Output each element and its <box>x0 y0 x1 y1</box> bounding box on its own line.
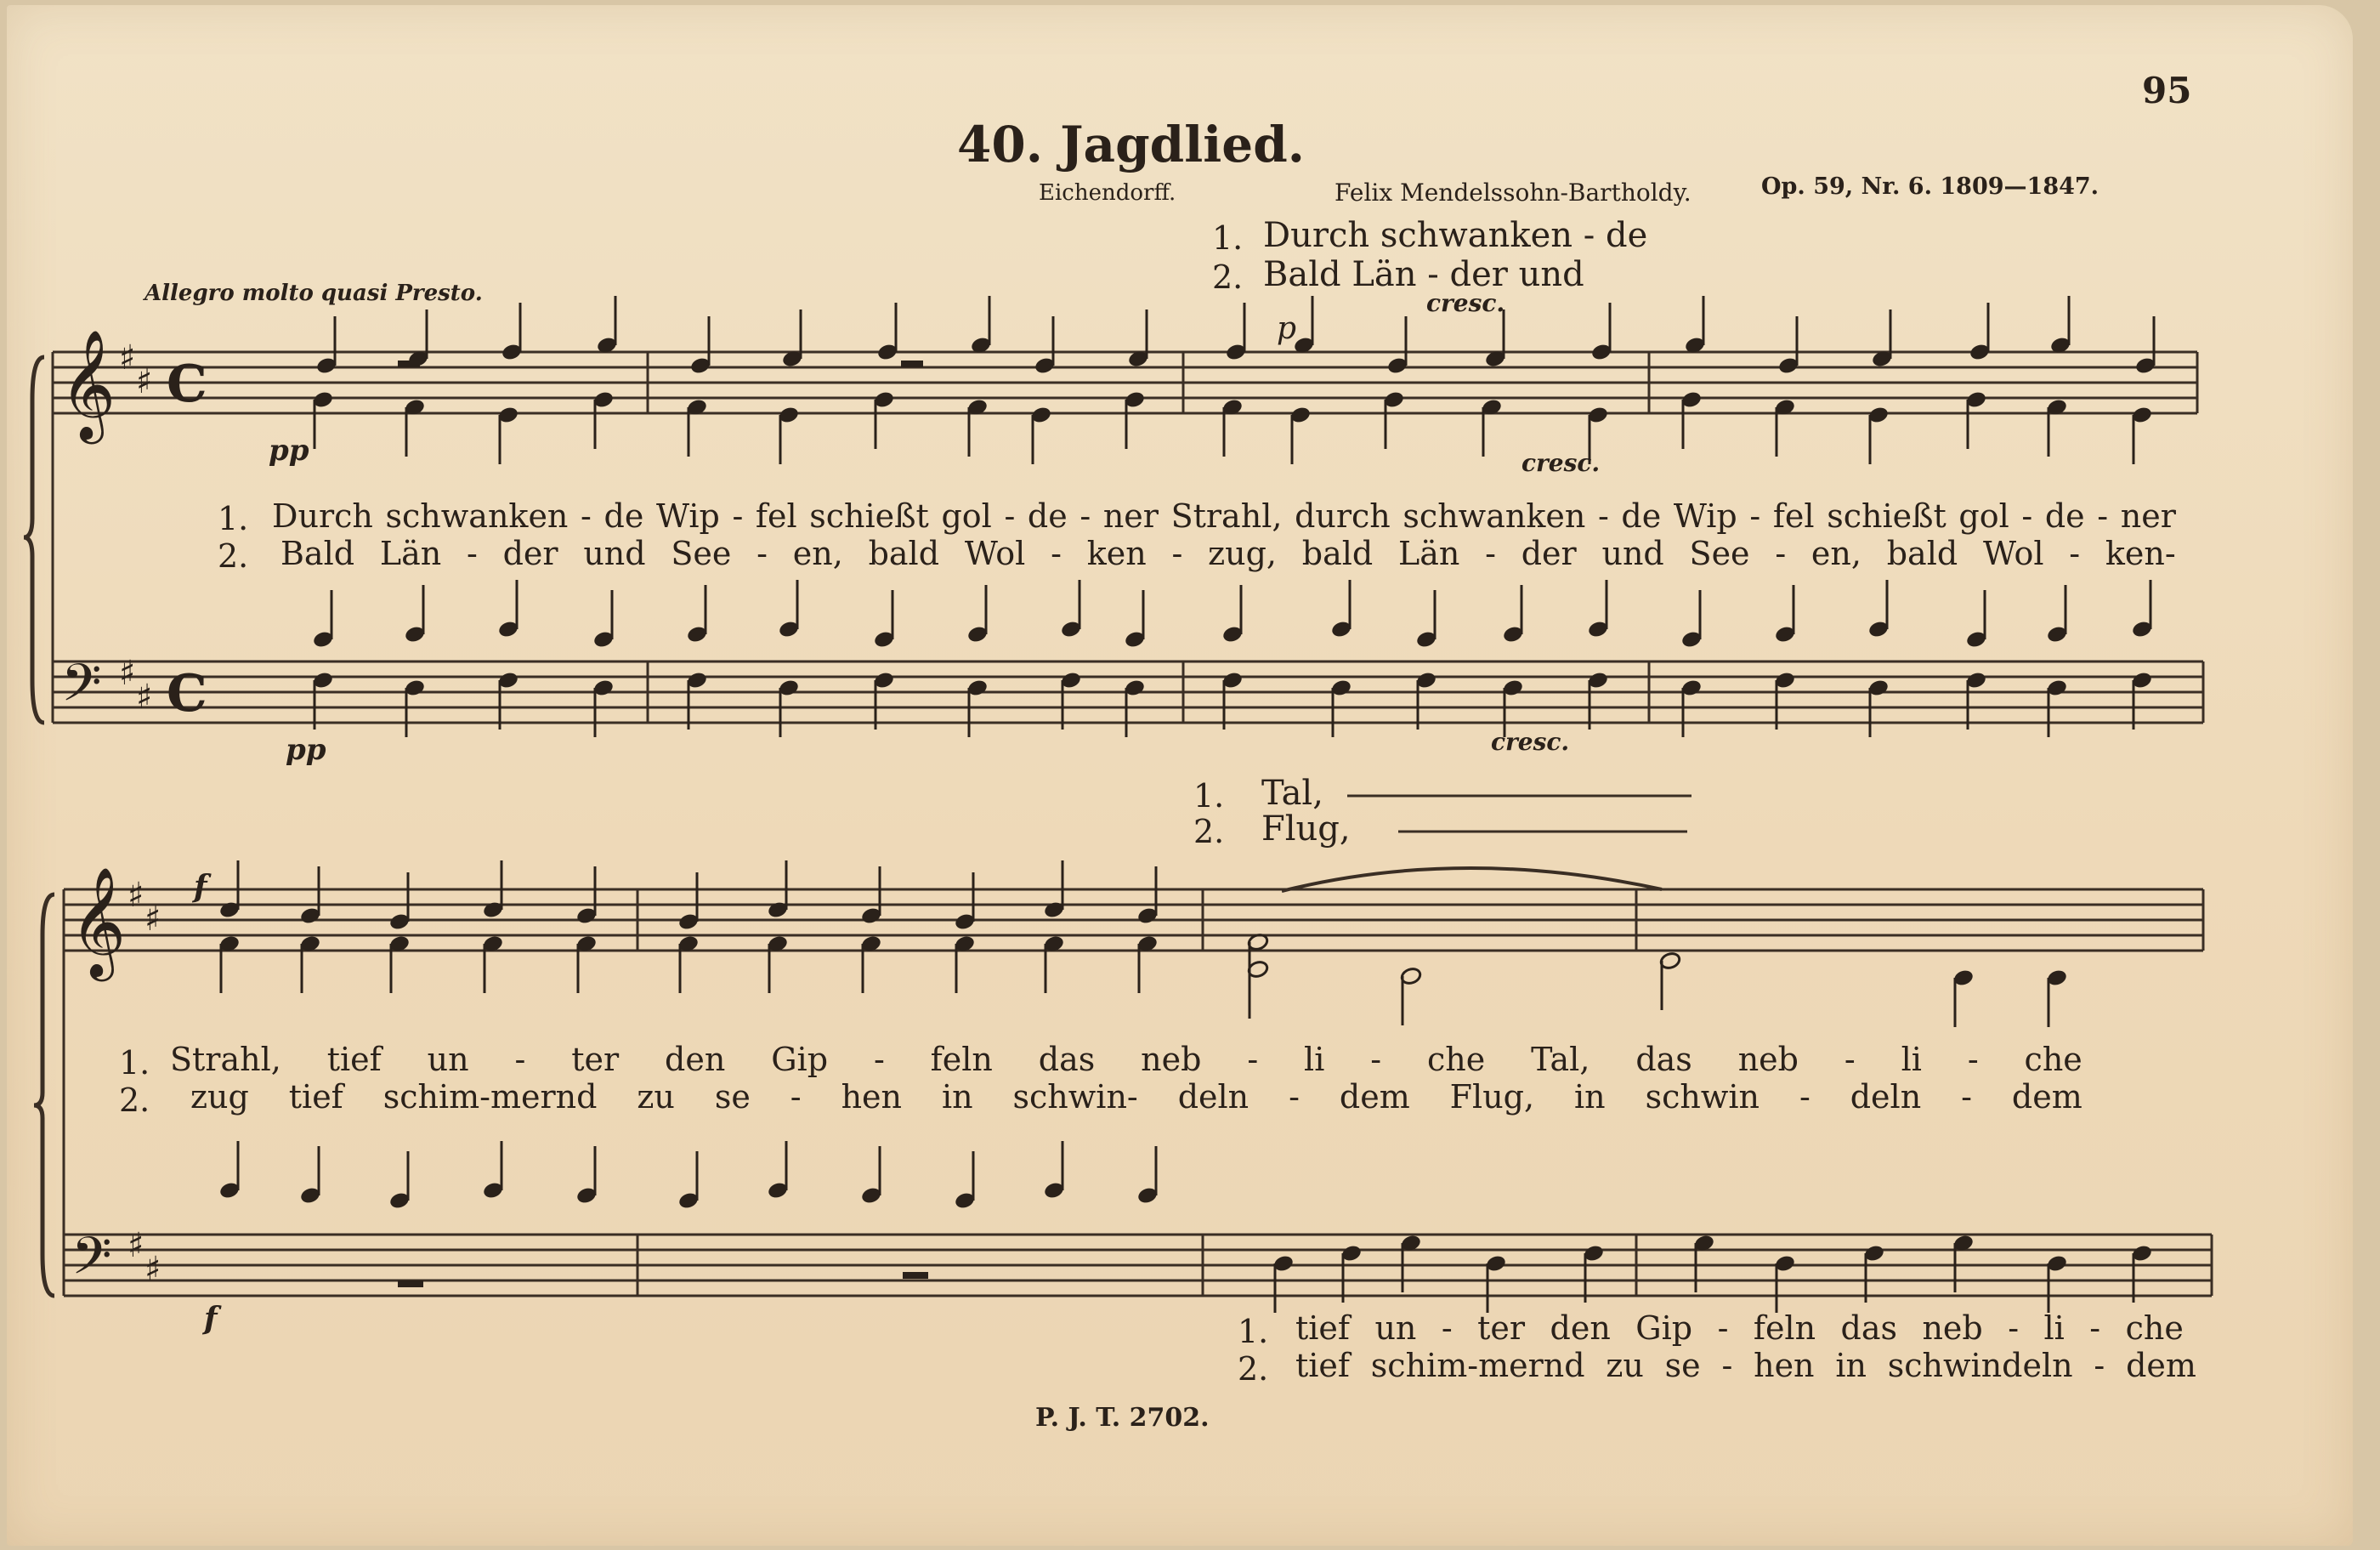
svg-text:♯: ♯ <box>119 654 136 693</box>
verse-number: 1. <box>1238 1313 1269 1350</box>
lyric-syllable: - <box>1485 535 1496 572</box>
staff-lines <box>53 352 2212 1296</box>
lyric-syllable: schwin- <box>1012 1078 1138 1116</box>
lyric-syllable: deln <box>1850 1078 1922 1116</box>
lyric-syllable: che <box>2024 1041 2082 1078</box>
lyric-syllable: - <box>1171 535 1183 572</box>
lyric-syllable: en, <box>792 535 843 572</box>
lyric-syllable: - <box>1597 497 1609 535</box>
lyric-syllable: - <box>732 497 744 535</box>
lyric-syllable: li <box>1901 1041 1922 1078</box>
tempo-marking: Allegro molto quasi Presto. <box>144 281 483 306</box>
lyric-syllable: das <box>1840 1309 1897 1347</box>
lyric-syllable: se <box>1664 1347 1701 1384</box>
lyric-syllable: - <box>873 1041 885 1078</box>
lyric-syllable: See <box>1689 535 1750 572</box>
clefs <box>60 329 126 1299</box>
lyric-syllable: ner <box>2120 497 2176 535</box>
lyric-syllable: der <box>1521 535 1577 572</box>
lyric-syllable: neb <box>1141 1041 1202 1078</box>
lyric-syllable: tief <box>326 1041 382 1078</box>
lyric-syllable: ter <box>1477 1309 1526 1347</box>
lyric-syllable: - <box>2008 1309 2020 1347</box>
lyric-syllable: - <box>1799 1078 1810 1116</box>
lyric-syllable: de <box>604 497 644 535</box>
treble-clef-icon: 𝄞 <box>70 866 127 977</box>
lyric-syllable: schim-mernd <box>1370 1347 1585 1384</box>
lyric-syllable: Bald <box>280 535 355 572</box>
verse-number: 2. <box>1238 1350 1269 1388</box>
lyric-syllable: bald <box>1301 535 1374 572</box>
lyric-syllable: - <box>1844 1041 1856 1078</box>
lyric-syllable: das <box>1038 1041 1096 1078</box>
interlude-lyric-verse2: Flug, <box>1261 809 1351 849</box>
lyric-syllable: neb <box>1737 1041 1799 1078</box>
lyric-syllable: Gip <box>1635 1309 1693 1347</box>
lyric-syllable: - <box>1004 497 1016 535</box>
lyric-syllable: dem <box>1339 1078 1410 1116</box>
lyric-syllable: fel <box>1772 497 1815 535</box>
lyric-syllable: gol <box>1958 497 2009 535</box>
lyric-syllable: - <box>1967 1041 1979 1078</box>
verse-number: 1. <box>119 1044 150 1082</box>
lyric-syllable: schießt <box>809 497 929 535</box>
lyric-syllable: tief <box>1295 1309 1350 1347</box>
lyric-syllable: tief <box>288 1078 343 1116</box>
svg-text:♯: ♯ <box>119 338 136 378</box>
lyric-syllable: zug <box>190 1078 249 1116</box>
lyric-syllable: - <box>1721 1347 1733 1384</box>
lyric-syllable: - <box>756 535 768 572</box>
lyrics-system2-verse1 <box>170 1041 2082 1078</box>
lyric-syllable: ken <box>1086 535 1147 572</box>
lyrics-system1-verse1 <box>272 497 2176 535</box>
lyric-syllable: - <box>1289 1078 1300 1116</box>
lyric-syllable: Län <box>1397 535 1460 572</box>
verse-number: 2. <box>218 537 249 575</box>
lyric-syllable: ken- <box>2105 535 2176 572</box>
lyric-syllable: Gip <box>771 1041 829 1078</box>
lyric-syllable: Durch <box>272 497 373 535</box>
pickup-lyric-verse1: Durch schwanken - de <box>1263 216 1648 255</box>
lyric-syllable: in <box>1835 1347 1867 1384</box>
dynamic-pp: pp <box>286 733 326 767</box>
lyric-syllable: das <box>1635 1041 1692 1078</box>
lyric-syllable: de <box>1621 497 1662 535</box>
lyric-syllable: den <box>1550 1309 1611 1347</box>
extender-lines <box>1347 796 1692 832</box>
lyric-syllable: tief <box>1295 1347 1350 1384</box>
lyric-syllable: se <box>714 1078 751 1116</box>
lyric-syllable: den <box>665 1041 726 1078</box>
composer: Felix Mendelssohn-Bartholdy. <box>1334 179 1692 207</box>
key-signatures <box>119 338 161 1289</box>
lyric-syllable: deln <box>1177 1078 1250 1116</box>
lyric-syllable: der <box>502 535 558 572</box>
lyric-syllable: Wip <box>1673 497 1737 535</box>
verse-number: 1. <box>1193 777 1225 815</box>
lyric-syllable: li <box>2043 1309 2065 1347</box>
lyric-syllable: ner <box>1102 497 1159 535</box>
bass-clef-icon: 𝄢 <box>71 1226 112 1299</box>
lyric-syllable: schwindeln <box>1887 1347 2073 1384</box>
lyric-syllable: - <box>2089 1309 2101 1347</box>
treble-clef-icon: 𝄞 <box>60 329 116 440</box>
time-signatures <box>167 355 207 724</box>
lyric-syllable: zu <box>1606 1347 1644 1384</box>
lyric-syllable: Strahl, <box>170 1041 281 1078</box>
lyric-syllable: - <box>2069 535 2081 572</box>
lyric-syllable: zu <box>637 1078 675 1116</box>
lyric-syllable: bald <box>1886 535 1958 572</box>
dynamic-f: f <box>194 869 207 905</box>
lyric-syllable: - <box>1080 497 1091 535</box>
lyric-syllable: schwanken <box>1402 497 1586 535</box>
lyric-syllable: - <box>1961 1078 1972 1116</box>
pickup-lyric-verse2: Bald Län - der und <box>1263 255 1584 294</box>
opus-dates: Op. 59, Nr. 6. 1809—1847. <box>1761 173 2100 200</box>
system-braces <box>24 357 54 1296</box>
lyric-syllable: - <box>2021 497 2033 535</box>
lyric-syllable: dem <box>2011 1078 2082 1116</box>
lyric-syllable: hen <box>1754 1347 1815 1384</box>
lyric-syllable: in <box>941 1078 973 1116</box>
plate-number: P. J. T. 2702. <box>1035 1403 1210 1433</box>
lyric-syllable: hen <box>841 1078 902 1116</box>
dynamic-cresc: cresc. <box>1491 728 1570 756</box>
dynamic-cresc: cresc. <box>1426 289 1505 317</box>
lyric-syllable: Wol <box>1982 535 2044 572</box>
lyric-syllable: schwin <box>1645 1078 1760 1116</box>
lyric-syllable: bald <box>868 535 940 572</box>
lyric-syllable: li <box>1304 1041 1325 1078</box>
lyric-syllable: - <box>790 1078 802 1116</box>
svg-text:♯: ♯ <box>136 362 153 401</box>
lyric-syllable: un <box>1374 1309 1417 1347</box>
lyric-syllable: - <box>1051 535 1062 572</box>
song-title: 40. Jagdlied. <box>957 116 1305 173</box>
lyric-syllable: Flug, <box>1449 1078 1535 1116</box>
lyric-syllable: Strahl, <box>1170 497 1283 535</box>
lyric-syllable: dem <box>2126 1347 2196 1384</box>
lyric-syllable: - <box>2097 497 2109 535</box>
verse-number: 1. <box>218 500 249 537</box>
svg-text:♯: ♯ <box>128 1226 144 1265</box>
lyric-syllable: und <box>1601 535 1664 572</box>
lyric-syllable: - <box>1247 1041 1259 1078</box>
lyric-syllable: fel <box>755 497 797 535</box>
svg-text:♯: ♯ <box>144 900 162 939</box>
poet: Eichendorff. <box>1039 180 1176 206</box>
lyric-syllable: - <box>1717 1309 1729 1347</box>
lyric-syllable: - <box>1370 1041 1382 1078</box>
svg-text:♯: ♯ <box>136 678 153 717</box>
svg-text:♯: ♯ <box>128 876 144 915</box>
lyric-syllable: in <box>1574 1078 1606 1116</box>
verse-number: 2. <box>119 1082 150 1119</box>
lyrics-bass-verse1 <box>1295 1309 2184 1347</box>
lyric-syllable: - <box>2094 1347 2105 1384</box>
svg-text:C: C <box>167 355 207 414</box>
verse-number: 2. <box>1193 813 1225 850</box>
lyric-syllable: - <box>514 1041 526 1078</box>
lyric-syllable: zug, <box>1208 535 1277 572</box>
lyric-syllable: Wol <box>964 535 1026 572</box>
lyric-syllable: che <box>1426 1041 1486 1078</box>
page-number: 95 <box>2142 70 2192 111</box>
lyric-syllable: de <box>1027 497 1068 535</box>
verse-number: 2. <box>1212 258 1244 296</box>
dynamic-f: f <box>204 1301 218 1337</box>
lyric-syllable: che <box>2125 1309 2184 1347</box>
lyric-syllable: en, <box>1810 535 1862 572</box>
lyric-syllable: - <box>581 497 592 535</box>
lyrics-bass-verse2 <box>1295 1347 2196 1384</box>
lyric-syllable: - <box>1441 1309 1453 1347</box>
lyric-syllable: See <box>671 535 732 572</box>
lyric-syllable: und <box>583 535 646 572</box>
dynamic-p: p <box>1277 311 1297 346</box>
lyric-syllable: durch <box>1295 497 1391 535</box>
lyric-syllable: neb <box>1922 1309 1983 1347</box>
lyric-syllable: feln <box>930 1041 993 1078</box>
lyric-syllable: schim-mernd <box>382 1078 598 1116</box>
slurs <box>1282 868 1662 891</box>
svg-text:♯: ♯ <box>144 1250 162 1289</box>
barlines <box>53 352 2212 1296</box>
lyric-syllable: de <box>2044 497 2085 535</box>
dynamic-cresc: cresc. <box>1522 449 1601 477</box>
verse-number: 1. <box>1212 219 1244 257</box>
lyrics-system2-verse2 <box>190 1078 2082 1116</box>
lyric-syllable: schwanken <box>385 497 569 535</box>
lyric-syllable: un <box>427 1041 469 1078</box>
lyric-syllable: - <box>1749 497 1761 535</box>
lyrics-system1-verse2 <box>280 535 2176 572</box>
lyric-syllable: gol <box>941 497 992 535</box>
lyric-syllable: Tal, <box>1531 1041 1590 1078</box>
svg-text:C: C <box>167 664 207 724</box>
bass-clef-icon: 𝄢 <box>61 653 102 726</box>
lyric-syllable: Wip <box>655 497 720 535</box>
dynamic-pp: pp <box>269 434 309 468</box>
lyric-syllable: - <box>1775 535 1787 572</box>
lyric-syllable: Län <box>379 535 442 572</box>
lyric-syllable: - <box>466 535 478 572</box>
noteheads <box>218 296 2156 1313</box>
lyric-syllable: ter <box>571 1041 620 1078</box>
interlude-lyric-verse1: Tal, <box>1261 774 1323 813</box>
lyric-syllable: schießt <box>1827 497 1946 535</box>
lyric-syllable: feln <box>1753 1309 1816 1347</box>
